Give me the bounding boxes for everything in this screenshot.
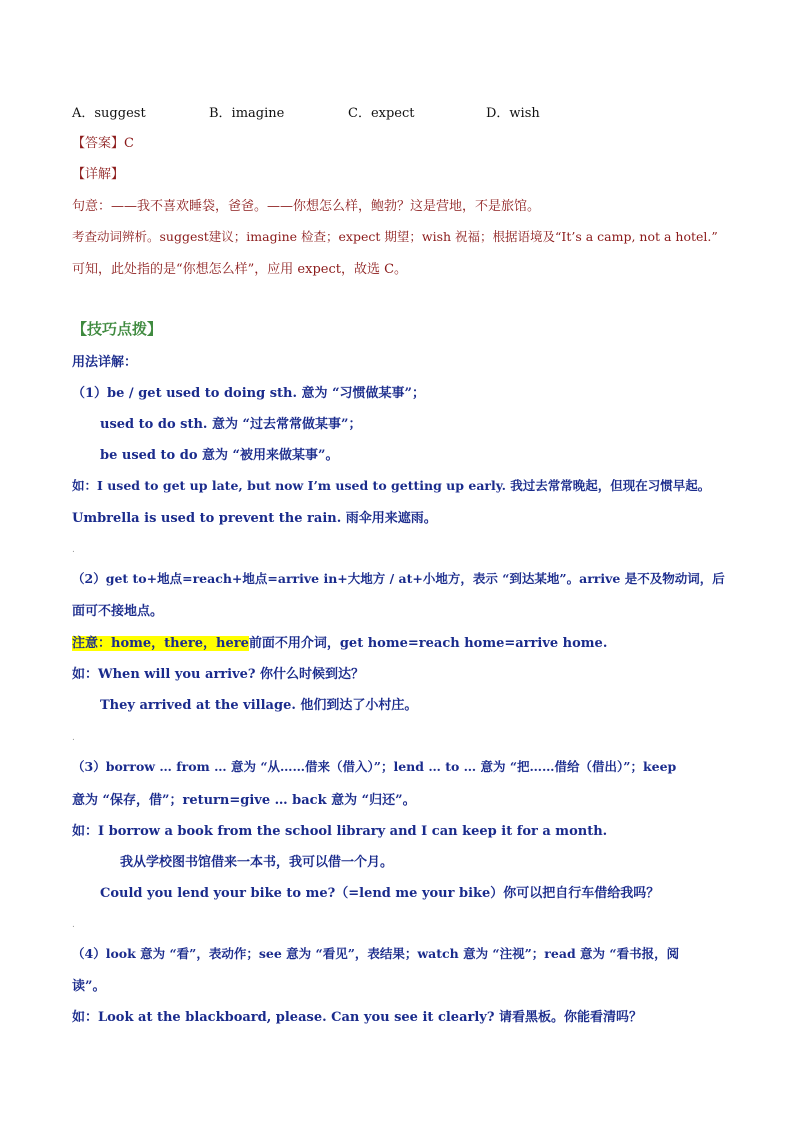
- note-highlight: 注意：home，there，here: [72, 636, 249, 651]
- item1-sub1: used to do sth. 意为 “过去常常做某事”；: [100, 417, 362, 432]
- item3-example1-cn: 我从学校图书馆借来一本书，我可以借一个月。: [120, 855, 394, 870]
- explanation-line-1: 句意：——我不喜欢睡袋，爸爸。——你想怎么样，鲍勃？这是营地，不是旅馆。: [72, 199, 541, 214]
- note-rest: 前面不用介词，get home=reach home=arrive home.: [248, 636, 608, 651]
- detail-heading: 【详解】: [72, 167, 125, 182]
- paragraph-mark: .: [72, 733, 75, 743]
- item4-heading-1: （4）look 意为 “看”，表动作；see 意为 “看见”，表结果；watch 意为 “注视”；read 意为 “看书报，阅: [72, 946, 680, 961]
- item2-heading-2: 面可不接地点。: [72, 604, 164, 619]
- item1-sub2: be used to do 意为 “被用来做某事”。: [100, 448, 339, 463]
- paragraph-mark: .: [72, 545, 75, 555]
- item1-example2: Umbrella is used to prevent the rain. 雨伞用来遮雨。: [72, 511, 437, 526]
- explanation-line-2: 考查动词辨析。suggest建议；imagine 检查；expect 期望；wish 祝福；根据语境及“It’s a camp, not a hotel.”: [72, 229, 718, 244]
- option-c: C．expect: [348, 106, 415, 121]
- answer-options: [72, 100, 732, 122]
- item2-example2: They arrived at the village. 他们到达了小村庄。: [100, 698, 418, 713]
- answer-line: 【答案】C: [72, 136, 134, 151]
- option-d: D．wish: [486, 106, 540, 121]
- item1-heading: （1）be / get used to doing sth. 意为 “习惯做某事”；: [72, 386, 426, 401]
- item1-example1: 如：I used to get up late, but now I’m used to getting up early. 我过去常常晚起，但现在习惯早起。: [72, 478, 711, 493]
- usage-heading: 用法详解：: [72, 355, 138, 370]
- paragraph-mark: .: [72, 920, 75, 930]
- option-a: A．suggest: [72, 106, 146, 121]
- section-heading: 【技巧点拨】: [72, 320, 163, 338]
- item2-heading-1: （2）get to+地点=reach+地点=arrive in+大地方 / at+小地方，表示 “到达某地”。arrive 是不及物动词，后: [72, 571, 725, 586]
- item2-note: [72, 632, 607, 651]
- explanation-line-3: 可知，此处指的是“你想怎么样”，应用 expect，故选 C。: [72, 262, 408, 277]
- item2-example1: 如：When will you arrive? 你什么时候到达？: [72, 667, 365, 682]
- item4-heading-2: 读”。: [72, 979, 106, 994]
- item3-heading-2: 意为 “保存，借”；return=give … back 意为 “归还”。: [72, 793, 416, 808]
- item3-example2: Could you lend your bike to me?（=lend me your bike）你可以把自行车借给我吗？: [100, 886, 660, 901]
- item3-example1: 如：I borrow a book from the school library and I can keep it for a month.: [72, 824, 608, 839]
- item3-heading-1: （3）borrow … from … 意为 “从……借来（借入）”；lend … to … 意为 “把……借给（借出）”；keep: [72, 759, 677, 774]
- item4-example1: 如：Look at the blackboard, please. Can you see it clearly? 请看黑板。你能看清吗？: [72, 1010, 642, 1025]
- option-b: B．imagine: [209, 106, 285, 121]
